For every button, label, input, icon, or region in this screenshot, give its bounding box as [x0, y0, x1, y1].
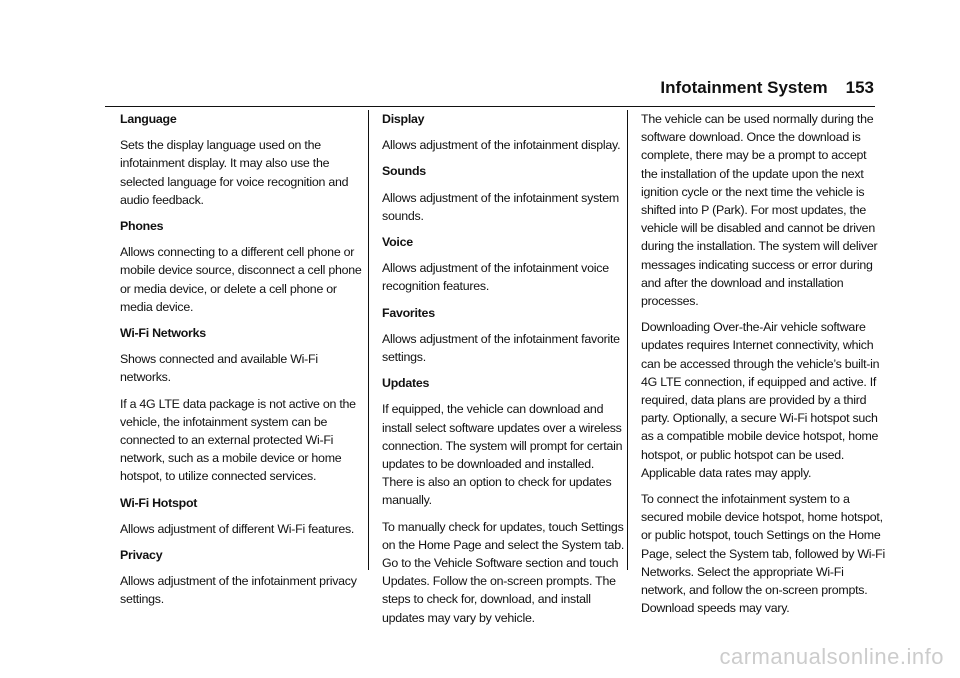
heading-language: Language [120, 112, 177, 126]
column-2 [382, 110, 626, 635]
paragraph-privacy: Allows adjustment of the infotainment privacy settings. [120, 574, 357, 607]
paragraph-hotspot-connect: To connect the infotainment system to a secured mobile device hotspot, home hotspot, or public hotspot, touch Settings on the Home Page, select the System tab, followed by Wi-Fi Networks. Select the appropriate Wi-Fi network, and follow the on-screen prompts. Download speeds may vary. [641, 492, 885, 616]
heading-privacy: Privacy [120, 548, 163, 563]
paragraph-wifi-networks-extra: If a 4G LTE data package is not active on the vehicle, the infotainment system can be connected to an external protected Wi-Fi network, such as a mobile device or home hotspot, to utilize connected services. [120, 396, 356, 484]
column-1 [120, 110, 364, 617]
header-rule [105, 106, 875, 107]
heading-wifi-hotspot: Wi-Fi Hotspot [120, 495, 198, 510]
paragraph-download-usage: The vehicle can be used normally during the software download. Once the download is complete, there may be a prompt to accept the installation of the update upon the next ignition cycle or the next time the vehicle is shifted into P (Park). For most updates, the vehicle will be disabled and cannot be driven during the installation. The system will deliver messages indicating success or error during and after the download and installation processes. [641, 112, 878, 309]
heading-display: Display [382, 112, 425, 126]
heading-voice: Voice [382, 235, 413, 250]
heading-wifi-networks: Wi-Fi Networks [120, 326, 206, 341]
column-3 [641, 110, 885, 625]
paragraph-ota-connectivity: Downloading Over-the-Air vehicle software updates requires Internet connectivity, which can be accessed through the vehicle’s built-in 4G LTE connection, if equipped and active. If required, data plans are provided by a third party. Optionally, a secure Wi-Fi hotspot such as a compatible mobile device hotspot, home hotspot, or public hotspot can be used. Applicable data rates may apply. [641, 320, 880, 480]
column-divider-1 [368, 110, 369, 570]
heading-favorites: Favorites [382, 305, 435, 320]
paragraph-wifi-networks: Shows connected and available Wi-Fi networks. [120, 352, 318, 385]
paragraph-sounds: Allows adjustment of the infotainment system sounds. [382, 190, 619, 223]
column-divider-2 [627, 110, 628, 570]
page-header [660, 78, 874, 98]
paragraph-phones: Allows connecting to a different cell phone or mobile device source, disconnect a cell phone or media device, or delete a cell phone or media device. [120, 245, 362, 314]
paragraph-voice: Allows adjustment of the infotainment voice recognition features. [382, 261, 609, 294]
heading-phones: Phones [120, 219, 164, 234]
watermark: carmanualsonline.info [719, 644, 944, 669]
paragraph-display: Allows adjustment of the infotainment display. [382, 138, 621, 153]
paragraph-updates-manual: To manually check for updates, touch Settings on the Home Page and select the System tab. Go to the Vehicle Software section and touch Updates. Follow the on-screen prompts. The steps to check for, download, and install updates may vary by vehicle. [382, 519, 625, 625]
heading-sounds: Sounds [382, 164, 426, 179]
paragraph-wifi-hotspot: Allows adjustment of different Wi-Fi features. [120, 521, 355, 536]
paragraph-language: Sets the display language used on the infotainment display. It may also use the selected language for voice recognition and audio feedback. [120, 138, 349, 207]
heading-updates: Updates [382, 376, 430, 391]
paragraph-favorites: Allows adjustment of the infotainment favorite settings. [382, 331, 620, 365]
paragraph-updates: If equipped, the vehicle can download and install select software updates over a wireless connection. The system will prompt for certain updates to be downloaded and installed. There is also an option to check for updates manually. [382, 402, 623, 508]
section-title: Infotainment System [660, 78, 828, 97]
page-number: 153 [845, 78, 874, 97]
